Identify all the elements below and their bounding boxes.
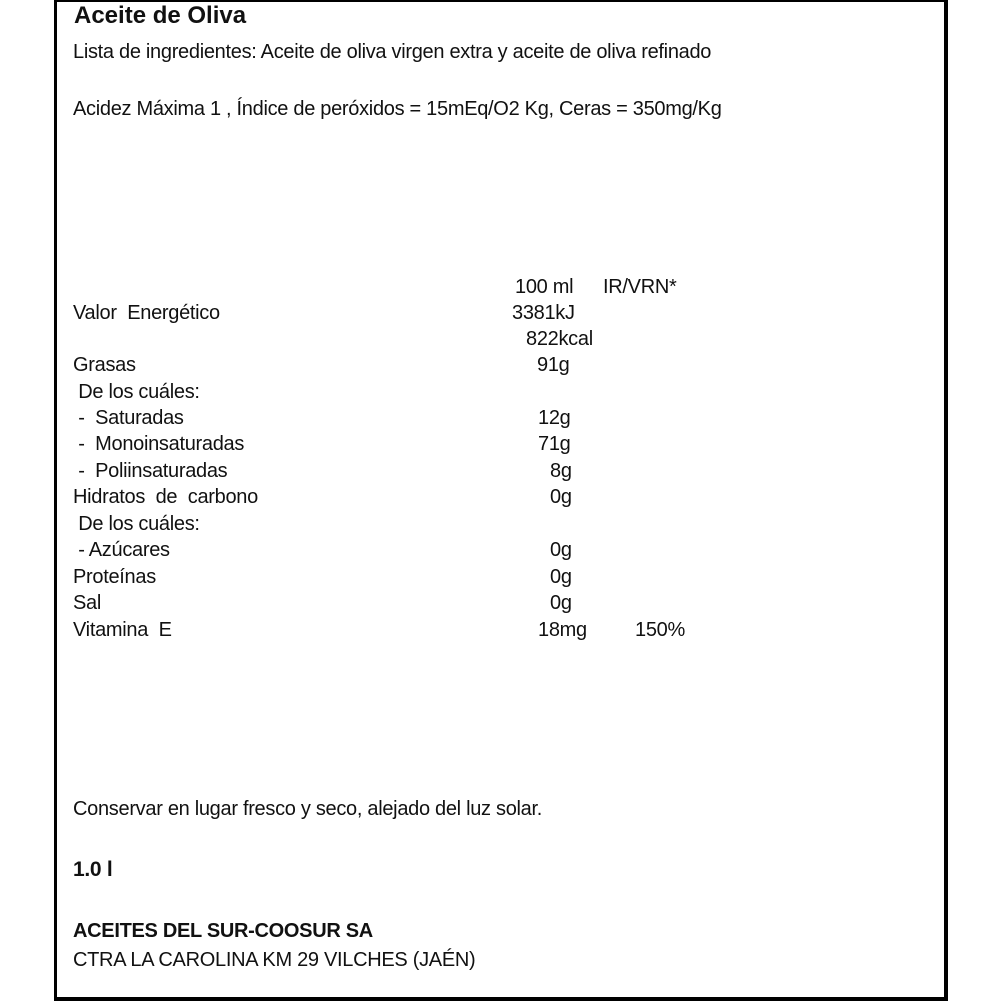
row-value-fat: 91g: [537, 354, 570, 376]
row-label-polyunsaturated: - Poliinsaturadas: [73, 460, 228, 482]
row-value-vitamin-e: 18mg: [538, 619, 587, 641]
row-label-monounsaturated: - Monoinsaturadas: [73, 433, 245, 455]
row-value-saturated: 12g: [538, 407, 571, 429]
row-label-saturated: - Saturadas: [73, 407, 184, 429]
row-ref-vitamin-e: 150%: [635, 619, 685, 641]
net-volume: 1.0 l: [73, 858, 113, 881]
row-value-polyunsaturated: 8g: [550, 460, 572, 482]
quality-specs: Acidez Máxima 1 , Índice de peróxidos = 15mEq/O2 Kg, Ceras = 350mg/Kg: [73, 98, 722, 120]
row-label-energy: Valor Energético: [73, 302, 220, 324]
row-value-energy-kcal: 822kcal: [526, 328, 593, 350]
row-label-salt: Sal: [73, 592, 102, 614]
row-value-monounsaturated: 71g: [538, 433, 571, 455]
row-value-carbohydrates: 0g: [550, 486, 572, 508]
company-address: CTRA LA CAROLINA KM 29 VILCHES (JAÉN): [73, 949, 476, 971]
row-value-salt: 0g: [550, 592, 572, 614]
row-value-energy-kj: 3381kJ: [512, 302, 575, 324]
product-title: Aceite de Oliva: [74, 2, 247, 29]
row-label-carbohydrates: Hidratos de carbono: [73, 486, 258, 508]
ingredients-list: Lista de ingredientes: Aceite de oliva virgen extra y aceite de oliva refinado: [73, 41, 712, 63]
row-label-of-which-fat: De los cuáles:: [73, 381, 200, 403]
storage-instructions: Conservar en lugar fresco y seco, alejado del luz solar.: [73, 798, 543, 820]
row-value-sugars: 0g: [550, 539, 572, 561]
column-header-ir-vrn: IR/VRN*: [603, 276, 677, 298]
company-name: ACEITES DEL SUR-COOSUR SA: [73, 920, 373, 942]
row-label-sugars: - Azúcares: [73, 539, 170, 561]
row-label-protein: Proteínas: [73, 566, 156, 588]
column-header-per-100ml: 100 ml: [515, 276, 574, 298]
row-label-of-which-carbs: De los cuáles:: [73, 513, 200, 535]
row-label-fat: Grasas: [73, 354, 136, 376]
row-label-vitamin-e: Vitamina E: [73, 619, 172, 641]
row-value-protein: 0g: [550, 566, 572, 588]
